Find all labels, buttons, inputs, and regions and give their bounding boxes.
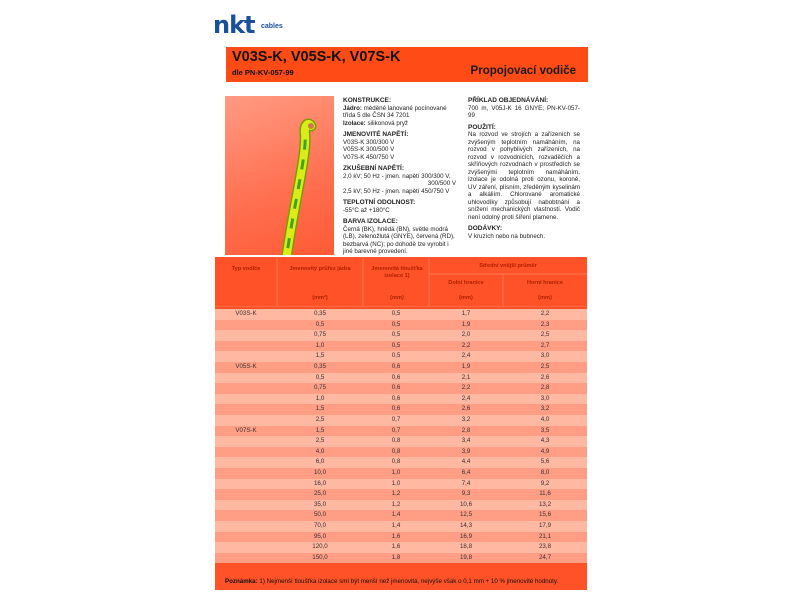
table-cell: 0,7 [391,416,401,423]
nkt-logo [213,10,303,40]
table-cell [215,479,277,490]
spec-column-right [468,97,580,240]
table-cell: 1,0 [391,469,401,476]
table-cell: 25,0 [313,490,327,498]
table-cell: 15,6 [538,511,552,519]
table-row [215,362,587,373]
th-lower-unit: (mm) [459,295,473,301]
table-cell: 6,0 [315,458,325,466]
table-cell: 0,5 [315,373,325,381]
table-cell [215,436,277,447]
table-cell: 2,8 [461,426,471,434]
table-cell: 0,6 [391,405,401,413]
table-cell: 1,4 [391,511,401,519]
table-cell: 0,8 [391,447,401,455]
table-cell [215,394,277,405]
table-cell [215,341,277,352]
table-row [215,404,587,415]
title-banner [226,47,588,82]
table-row [215,426,587,437]
table-cell [215,510,277,521]
table-cell: 6,4 [461,469,471,476]
table-row [215,479,587,490]
table-cell: 4,4 [461,458,471,466]
voltage-line: V05S-K 300/500 V [343,146,395,153]
table-row [215,341,587,352]
table-cell: 0,5 [391,352,401,360]
table-cell: 0,5 [391,310,401,317]
table-cell [215,415,277,426]
table-cell: 3,0 [540,352,550,360]
insulation-label: Izolace: [343,119,366,127]
table-cell: 2,6 [461,405,471,413]
table-cell: 0,6 [391,384,401,392]
table-cell: 8,0 [540,469,550,476]
table-cell: 1,6 [391,532,401,540]
table-cell: 2,5 [315,416,325,423]
table-cell: 18,8 [459,543,473,551]
table-cell: 23,8 [538,543,552,551]
table-cell: 17,9 [538,522,552,529]
table-row [215,394,587,405]
table-row [215,436,587,447]
footnote-text: 1) Nejmenší tloušťka izolace smí být menší než jmenovitá, nejvýše však o 0,1 mm + 10 % jmenovité hodnoty. [259,578,559,585]
table-cell: 21,1 [538,532,552,540]
table-cell: 9,2 [540,479,550,487]
voltage-line: V07S-K 450/750 V [343,153,395,161]
table-row [215,373,587,384]
th-diam: Střední vnější průměr [479,263,537,269]
table-cell: 2,2 [540,310,550,317]
footnote-label: Poznámka: [225,578,258,585]
table-row [215,415,587,426]
table-cell: 2,0 [461,331,471,339]
table-cell [215,532,277,543]
table-row [215,532,587,543]
table-cell: 2,8 [540,384,550,392]
table-cell: 2,4 [461,352,471,360]
table-cell: 1,0 [315,341,325,349]
table-cell: 16,9 [459,532,473,540]
voltage-line: V03S-K 300/300 V [343,138,395,146]
table-cell: 0,75 [313,331,327,339]
table-cell: 2,5 [540,363,550,370]
table-cell: 1,7 [461,310,471,317]
temp-heading: TEPLOTNÍ ODOLNOST: [343,199,416,206]
table-cell [215,320,277,331]
table-cell: 0,5 [391,341,401,349]
colors-text: Černá (BK), hnědá (BN), světle modrá (LB), zelenožlutá (GNYE), červená (RD), bezbarvá (NC); po dohodě lze vyrobit i jiné barevné provedení. [343,225,455,255]
order-heading: PŘÍKLAD OBJEDNÁVÁNÍ: [468,97,549,104]
table-row [215,489,587,500]
table-cell: 0,75 [313,384,327,392]
table-cell: 3,0 [540,394,550,402]
table-row [215,351,587,362]
table-row [215,309,587,320]
table-cell: 3,2 [540,405,550,413]
table-cell [215,553,277,564]
table-cell: 16,0 [313,479,327,487]
table-cell [215,500,277,511]
table-cell: 0,6 [391,394,401,402]
spec-table [215,257,587,590]
table-cell: 150,0 [312,553,328,561]
table-cell: 1,6 [391,543,401,551]
table-cell: 2,2 [461,384,471,392]
table-cell: 1,0 [391,479,401,487]
th-ins-unit: (mm) [390,295,404,301]
table-cell: 2,3 [540,320,550,328]
table-cell: 1,8 [391,553,401,561]
th-type: Typ vodiče [231,266,261,272]
table-cell: 1,5 [315,352,325,360]
table-cell: 0,6 [391,373,401,381]
product-name: Propojovací vodiče [470,65,576,77]
construction-heading: KONSTRUKCE: [343,97,392,104]
table-cell: 9,3 [461,490,471,498]
table-cell: 2,7 [540,341,550,349]
table-cell: 3,4 [461,437,471,445]
table-cell [215,373,277,384]
table-cell: 7,4 [461,479,471,487]
table-cell [215,457,277,468]
cable-image-icon [225,96,334,255]
core-label: Jádro: [343,104,362,112]
table-cell: 0,7 [391,426,401,434]
table-cell: 2,5 [540,331,550,339]
insulation-text: silikonová pryž [367,119,409,127]
table-row [215,457,587,468]
spec-column-left [343,97,456,256]
table-row [215,500,587,511]
table-cell: 3,2 [461,416,471,423]
table-cell: 1,9 [461,363,471,370]
th-lower: Dolní hranice [448,280,484,286]
table-cell: 50,0 [313,511,327,519]
table-cell: 1,0 [315,394,325,402]
table-cell [215,351,277,362]
table-row [215,510,587,521]
table-cell: 4,0 [315,447,325,455]
table-cell: 10,6 [459,500,473,508]
page-title: V03S-K, V05S-K, V07S-K [232,49,401,65]
table-cell: V07S-K [235,426,257,434]
table-cell: 24,7 [538,553,552,561]
table-cell: 14,3 [459,522,473,529]
table-cell: 0,6 [391,363,401,370]
table-cell: 95,0 [313,532,327,540]
table-cell: 120,0 [312,543,328,551]
use-heading: POUŽITÍ: [468,123,496,131]
table-row [215,383,587,394]
cable-photo [225,96,334,255]
table-cell: 1,2 [391,500,401,508]
delivery-text: V kruzích nebo na bubnech. [468,232,546,240]
table-cell: 5,6 [540,458,550,466]
th-ins: Jmenovitá tloušťka izolace 1) [371,266,423,279]
table-cell [215,404,277,415]
test-line: 2,0 kV; 50 Hz - jmen. napětí 300/300 V, [343,172,451,180]
table-row [215,542,587,553]
th-upper: Horní hranice [526,280,564,286]
table-cell: 4,3 [540,437,550,445]
table-row [215,468,587,479]
table-cell: 2,2 [461,341,471,349]
table-cell: 0,5 [315,320,325,328]
table-cell: 3,9 [461,447,471,455]
footnote [225,578,558,585]
table-row [215,320,587,331]
table-cell: 2,1 [461,373,471,381]
table-cell: 10,0 [313,469,327,476]
table-row [215,521,587,532]
voltage-heading: JMENOVITÉ NAPĚTÍ: [343,131,409,138]
table-cell: 3,5 [540,426,550,434]
use-text: Na rozvod ve strojích a zařízeních se zvýšeným teplotním namáháním, na rozvod v pohyblivých zařízeních, na rozvod v rozvodnicích, rozvaděčích a skříňových rozvodnách v prostředích se zvýšenými teplotním namáháním. Izolace je odolná proti ozonu, koroně, UV záření, plísním, zředěným kyselinám a alkáliím. Chlorované aromatické uhlovodíky způsobují nabobtnání a snížení mechanických vlastností. Vodič není odolný proti šíření plamene. [468,131,580,221]
table-cell: 0,5 [391,320,401,328]
table-cell: V03S-K [235,310,257,317]
table-cell [215,447,277,458]
core-text: měděné lanované pocínované třída 5 dle ČSN 34 7201 [343,104,447,119]
table-cell: 0,5 [391,331,401,339]
table-cell [215,330,277,341]
table-cell: 1,5 [315,405,325,413]
th-cross: Jmenovitý průřez jádra [289,266,351,272]
colors-heading: BARVA IZOLACE: [343,218,398,225]
table-cell: 0,8 [391,437,401,445]
table-row [215,447,587,458]
delivery-heading: DODÁVKY: [468,225,503,232]
test-line: 300/500 V [427,180,456,187]
table-cell: 35,0 [313,500,327,508]
table-cell: 0,8 [391,458,401,466]
table-cell: 12,5 [459,511,473,519]
table-cell: V05S-K [235,363,257,370]
table-cell: 0,35 [313,363,327,370]
table-cell: 2,4 [461,394,471,402]
table-cell: 0,35 [313,310,327,317]
table-cell: 4,0 [540,416,550,423]
table-cell: 11,6 [539,490,551,498]
table-cell: 4,9 [540,447,550,455]
table-cell [215,383,277,394]
temp-text: -55°C až +180°C [343,206,390,214]
table-cell [215,542,277,553]
standard-ref: dle PN-KV-057-99 [232,68,294,77]
logo-mark: nkt [213,11,255,39]
table-row [215,330,587,341]
th-cross-unit: (mm²) [312,295,328,301]
table-cell: 1,5 [315,426,325,434]
table-cell: 70,0 [313,522,327,529]
table-cell: 19,8 [459,553,473,561]
table-cell [215,489,277,500]
table-cell: 1,9 [461,320,471,328]
logo-sub: cables [261,23,283,30]
table-cell: 1,2 [391,490,401,498]
order-text: 700 m, V05J-K 16 GNYE; PN-KV-057-99 [468,104,580,119]
th-upper-unit: (mm) [538,295,552,301]
table-cell: 1,4 [391,522,401,529]
table-cell [215,521,277,532]
test-line: 2,5 kV; 50 Hz - jmen. napětí 450/750 V [343,187,450,195]
table-cell [215,468,277,479]
table-cell: 2,6 [540,373,550,381]
table-row [215,553,587,564]
table-cell: 13,2 [538,500,552,508]
table-cell: 2,5 [315,437,325,445]
test-heading: ZKUŠEBNÍ NAPĚTÍ: [343,165,405,172]
